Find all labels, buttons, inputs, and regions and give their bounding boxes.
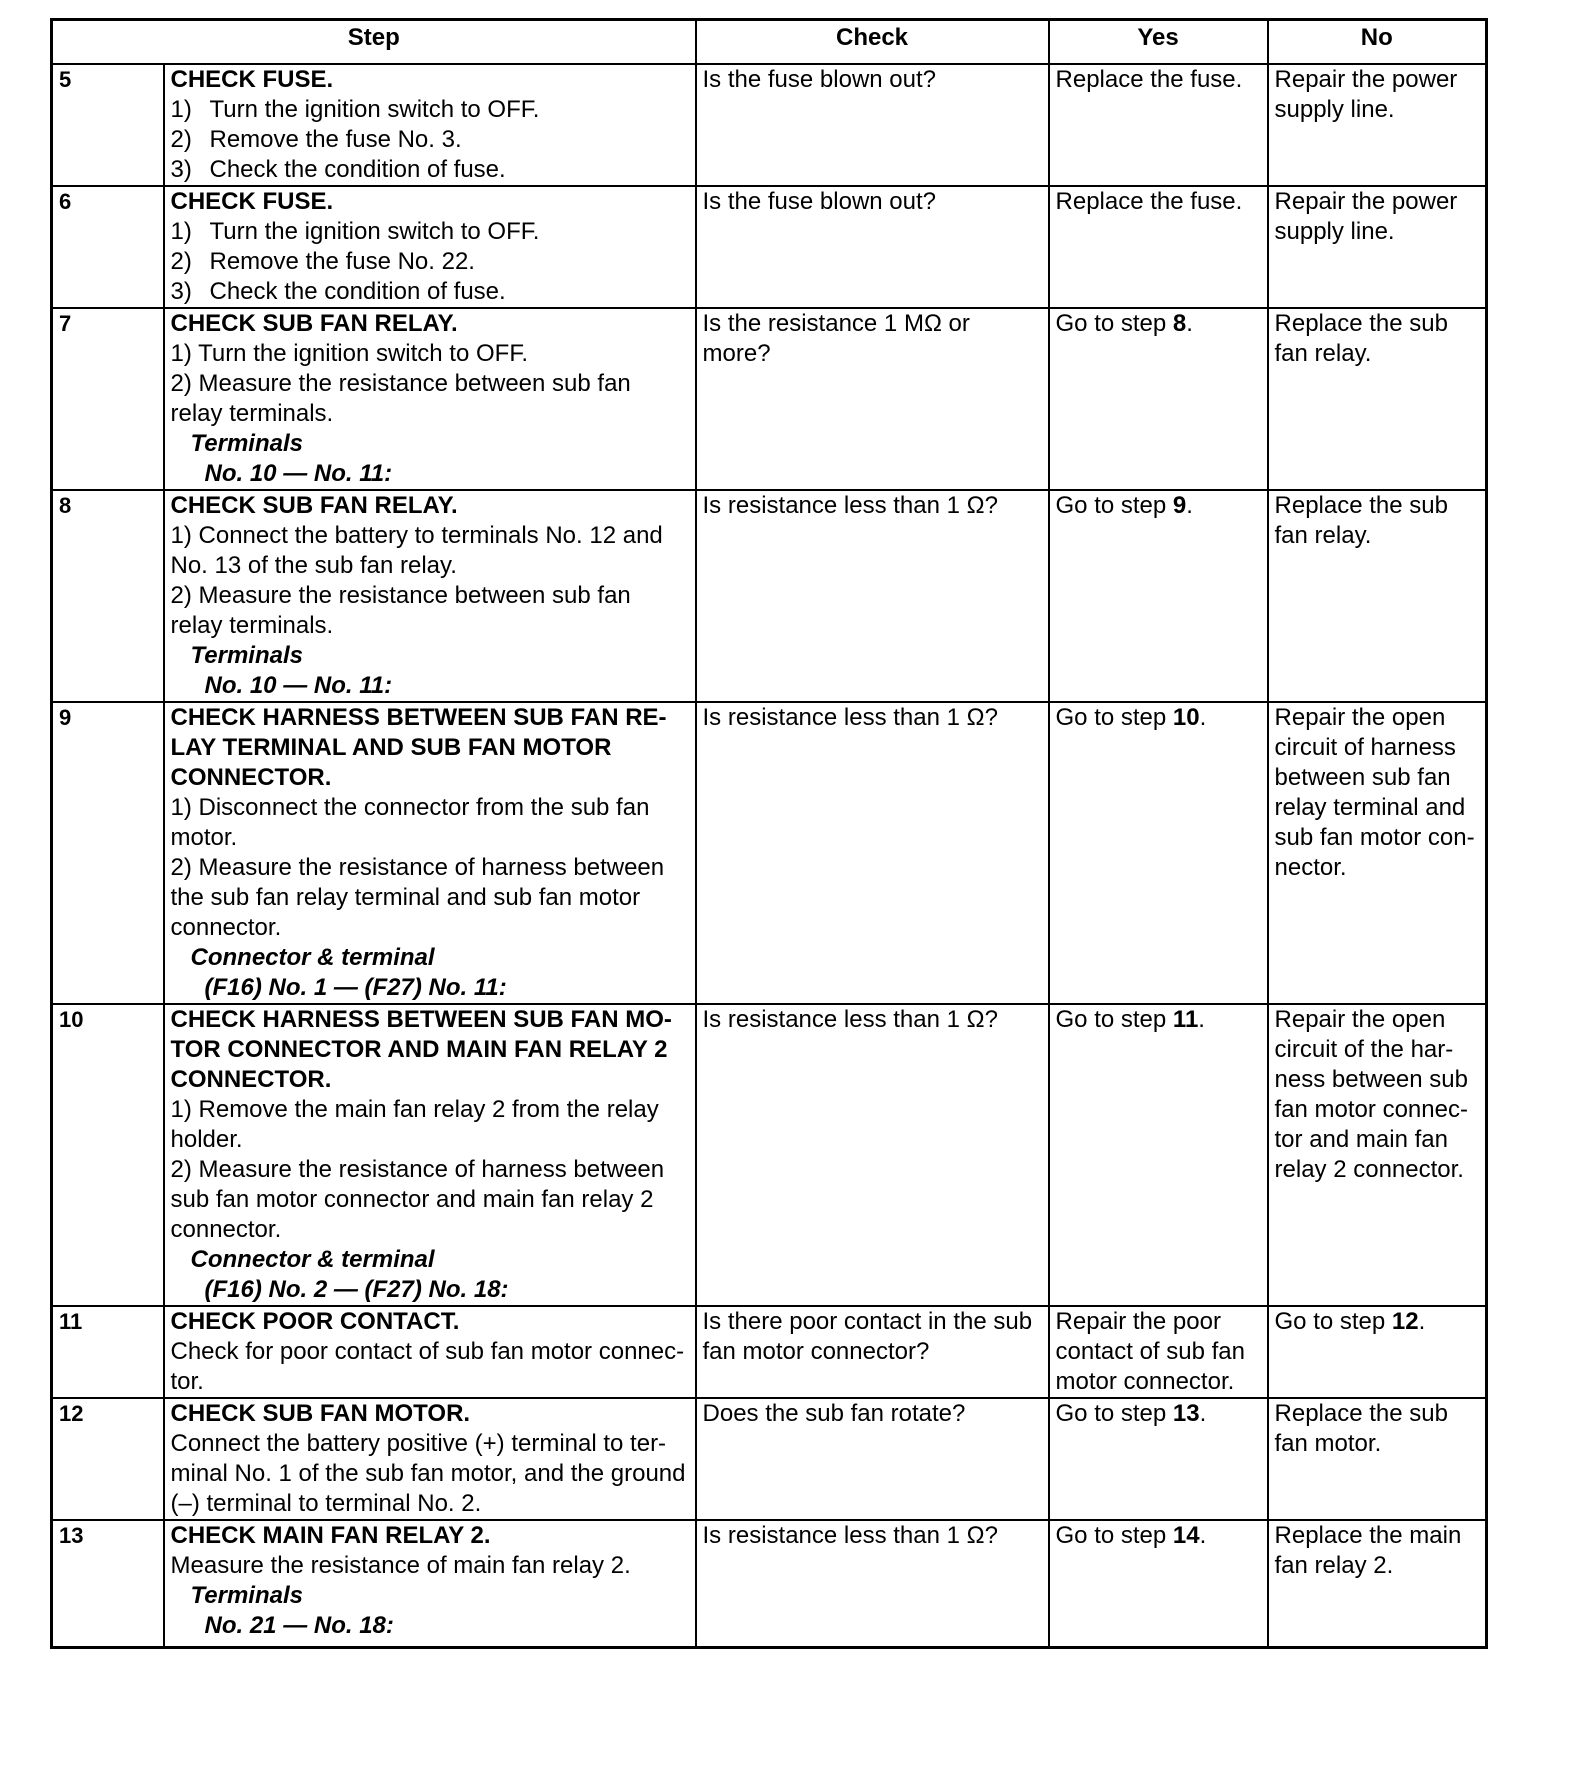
step-line: 3) Check the condition of fuse.: [170, 156, 506, 183]
table-row: [52, 490, 1487, 702]
step-line: 3) Check the condition of fuse.: [170, 278, 506, 305]
step-line: 1) Turn the ignition switch to OFF.: [170, 96, 540, 123]
yes-cell: Go to step 9.: [1049, 490, 1268, 702]
header-step: Step: [52, 20, 696, 65]
table-row: [52, 1398, 1487, 1520]
spec-value: No. 10 — No. 11:: [204, 460, 393, 487]
table-row: [52, 1306, 1487, 1398]
step-line: 1) Turn the ignition switch to OFF.: [170, 218, 540, 245]
step-title: CHECK SUB FAN MOTOR.: [170, 1400, 471, 1427]
step-title: CHECK SUB FAN RELAY.: [170, 492, 458, 519]
check-cell: Is resistance less than 1 Ω?: [696, 1004, 1049, 1306]
check-cell: Is the resistance 1 MΩ or more?: [696, 308, 1049, 490]
step-cell: [164, 490, 696, 702]
yes-cell: Replace the fuse.: [1049, 64, 1268, 186]
step-number: 9: [52, 702, 164, 1004]
step-title: CHECK SUB FAN RELAY.: [170, 310, 458, 337]
step-line: 2) Measure the resistance between sub fan relay terminals.: [170, 582, 631, 639]
step-cell: [164, 186, 696, 308]
table-row: [52, 308, 1487, 490]
table-row: [52, 1520, 1487, 1647]
header-check: Check: [696, 20, 1049, 65]
spec-label: Terminals: [190, 430, 303, 457]
step-cell: [164, 1398, 696, 1520]
spec-value: No. 10 — No. 11:: [204, 672, 393, 699]
step-cell: [164, 702, 696, 1004]
check-cell: Is the fuse blown out?: [696, 186, 1049, 308]
check-cell: Is there poor contact in the sub fan motor connector?: [696, 1306, 1049, 1398]
no-cell: Go to step 12.: [1268, 1306, 1487, 1398]
diagnostic-table: [50, 18, 1488, 1649]
spec-label: Connector & terminal: [190, 1246, 435, 1273]
spec-value: (F16) No. 1 — (F27) No. 11:: [204, 974, 507, 1001]
step-cell: [164, 1520, 696, 1647]
step-line: 2) Remove the fuse No. 3.: [170, 126, 462, 153]
spec-label: Terminals: [190, 642, 303, 669]
table-row: [52, 186, 1487, 308]
step-line: 1) Remove the main fan relay 2 from the relay holder.: [170, 1096, 659, 1153]
step-body: Connect the battery positive (+) terminal to ter-minal No. 1 of the sub fan motor, and the ground (–) terminal to terminal No. 2.: [170, 1430, 686, 1517]
no-cell: Repair the open circuit of harness between sub fan relay terminal and sub fan motor con-nector.: [1268, 702, 1487, 1004]
no-cell: Replace the sub fan motor.: [1268, 1398, 1487, 1520]
step-line: 1) Connect the battery to terminals No. 12 and No. 13 of the sub fan relay.: [170, 522, 663, 579]
yes-cell: Go to step 11.: [1049, 1004, 1268, 1306]
no-cell: Repair the power supply line.: [1268, 64, 1487, 186]
step-number: 10: [52, 1004, 164, 1306]
step-cell: [164, 1004, 696, 1306]
step-line: 2) Measure the resistance between sub fan relay terminals.: [170, 370, 631, 427]
check-cell: Is resistance less than 1 Ω?: [696, 1520, 1049, 1647]
table-row: [52, 1004, 1487, 1306]
check-cell: Is resistance less than 1 Ω?: [696, 702, 1049, 1004]
no-cell: Repair the power supply line.: [1268, 186, 1487, 308]
header-row: [52, 20, 1487, 65]
table-row: [52, 702, 1487, 1004]
step-body: Measure the resistance of main fan relay 2.: [170, 1552, 631, 1579]
step-cell: [164, 64, 696, 186]
check-cell: Does the sub fan rotate?: [696, 1398, 1049, 1520]
header-yes: Yes: [1049, 20, 1268, 65]
step-line: 1) Turn the ignition switch to OFF.: [170, 340, 528, 367]
yes-cell: Go to step 10.: [1049, 702, 1268, 1004]
step-title: CHECK POOR CONTACT.: [170, 1308, 460, 1335]
check-cell: Is resistance less than 1 Ω?: [696, 490, 1049, 702]
yes-cell: Go to step 14.: [1049, 1520, 1268, 1647]
step-number: 6: [52, 186, 164, 308]
yes-cell: Go to step 13.: [1049, 1398, 1268, 1520]
step-number: 11: [52, 1306, 164, 1398]
header-no: No: [1268, 20, 1487, 65]
step-title: CHECK FUSE.: [170, 66, 334, 93]
no-cell: Repair the open circuit of the har-ness between sub fan motor connec-tor and main fan relay 2 connector.: [1268, 1004, 1487, 1306]
no-cell: Replace the main fan relay 2.: [1268, 1520, 1487, 1647]
step-title: CHECK FUSE.: [170, 188, 334, 215]
step-cell: [164, 1306, 696, 1398]
step-body: Check for poor contact of sub fan motor connec-tor.: [170, 1338, 685, 1395]
step-number: 13: [52, 1520, 164, 1647]
spec-value: (F16) No. 2 — (F27) No. 18:: [204, 1276, 509, 1303]
yes-cell: Replace the fuse.: [1049, 186, 1268, 308]
step-number: 5: [52, 64, 164, 186]
no-cell: Replace the sub fan relay.: [1268, 490, 1487, 702]
table-row: [52, 64, 1487, 186]
step-line: 2) Remove the fuse No. 22.: [170, 248, 475, 275]
spec-label: Connector & terminal: [190, 944, 435, 971]
step-line: 2) Measure the resistance of harness between the sub fan relay terminal and sub fan motor connector.: [170, 854, 665, 941]
no-cell: Replace the sub fan relay.: [1268, 308, 1487, 490]
step-title: CHECK MAIN FAN RELAY 2.: [170, 1522, 491, 1549]
step-number: 7: [52, 308, 164, 490]
step-line: 1) Disconnect the connector from the sub fan motor.: [170, 794, 650, 851]
step-title: CHECK HARNESS BETWEEN SUB FAN MO-TOR CONNECTOR AND MAIN FAN RELAY 2 CONNECTOR.: [170, 1006, 672, 1093]
yes-cell: Go to step 8.: [1049, 308, 1268, 490]
step-number: 12: [52, 1398, 164, 1520]
spec-value: No. 21 — No. 18:: [204, 1612, 394, 1639]
step-line: 2) Measure the resistance of harness between sub fan motor connector and main fan relay 2 connector.: [170, 1156, 665, 1243]
step-title: CHECK HARNESS BETWEEN SUB FAN RE-LAY TERMINAL AND SUB FAN MOTOR CONNECTOR.: [170, 704, 667, 791]
step-number: 8: [52, 490, 164, 702]
step-cell: [164, 308, 696, 490]
spec-label: Terminals: [190, 1582, 303, 1609]
check-cell: Is the fuse blown out?: [696, 64, 1049, 186]
yes-cell: Repair the poor contact of sub fan motor connector.: [1049, 1306, 1268, 1398]
